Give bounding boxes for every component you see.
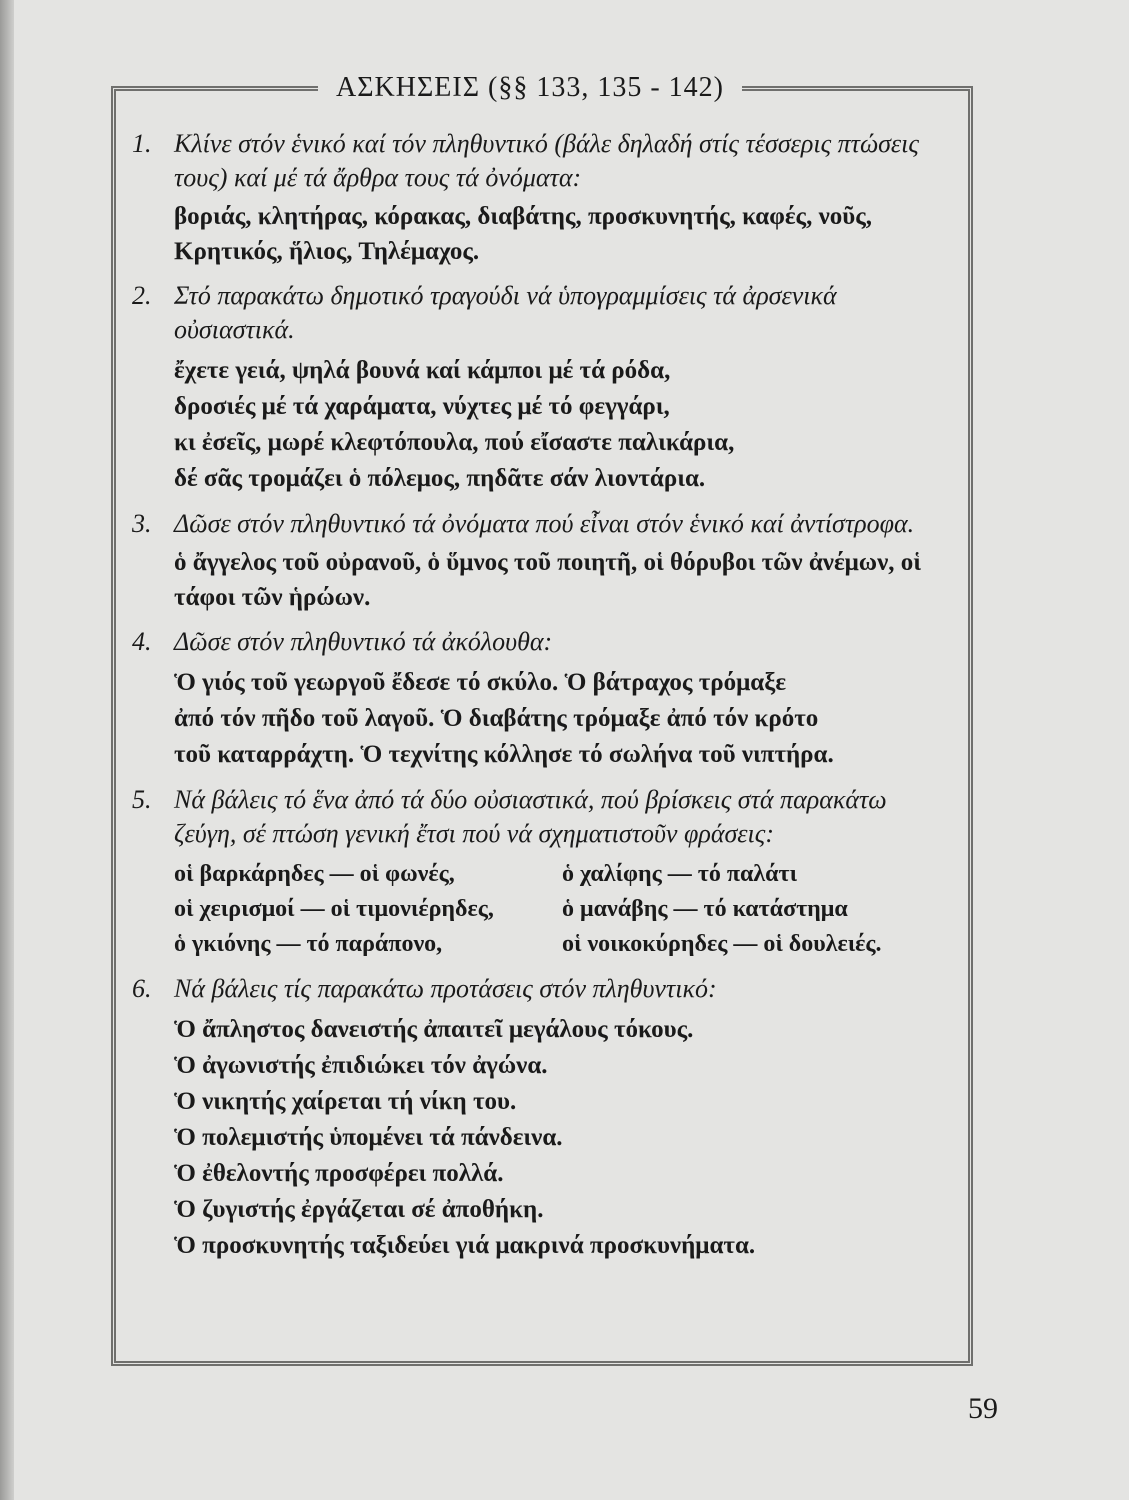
sentence-block bbox=[132, 665, 942, 773]
sentence-line: Ὁ ἐθελοντής προσφέρει πολλά. bbox=[174, 1160, 504, 1187]
exercise-2 bbox=[132, 279, 942, 497]
exercise-number: 3. bbox=[132, 509, 152, 538]
exercise-words: ὁ ἄγγελος τοῦ οὐρανοῦ, ὁ ὕμνος τοῦ ποιητῆ, οἱ θόρυβοι τῶν ἀνέμων, οἱ τάφοι τῶν ἡρώων. bbox=[174, 549, 921, 611]
noun-pair: οἱ νοικοκύρηδες — οἱ δουλειές. bbox=[562, 931, 882, 957]
sentence-line: Ὁ ἀγωνιστής ἐπιδιώκει τόν ἀγώνα. bbox=[174, 1052, 548, 1079]
exercise-5 bbox=[132, 783, 942, 962]
sentence-block bbox=[132, 1012, 942, 1264]
exercise-number: 4. bbox=[132, 627, 152, 656]
exercise-6 bbox=[132, 972, 942, 1264]
exercise-instruction: 3. Δῶσε στόν πληθυντικό τά ὀνόματα πού εἶναι στόν ἑνικό καί ἀντίστροφα. bbox=[132, 507, 942, 541]
exercise-words: βοριάς, κλητήρας, κόρακας, διαβάτης, προσκυνητής, καφές, νοῦς, Κρητικός, ἥλιος, Τηλέμαχος. bbox=[174, 203, 873, 265]
noun-pair: οἱ χειρισμοί — οἱ τιμονιέρηδες, bbox=[174, 896, 494, 922]
noun-pair: οἱ βαρκάρηδες — οἱ φωνές, bbox=[174, 861, 455, 887]
exercise-3 bbox=[132, 507, 942, 615]
exercise-number: 1. bbox=[132, 129, 152, 158]
page-number: 59 bbox=[968, 1392, 998, 1425]
poem-line: κι ἐσεῖς, μωρέ κλεφτόπουλα, πού εἴσαστε παλικάρια, bbox=[174, 429, 735, 456]
book-spine-shadow bbox=[0, 0, 14, 1500]
exercise-instruction: 5. Νά βάλεις τό ἕνα ἀπό τά δύο οὐσιαστικά, πού βρίσκεις στά παρακάτω ζεύγη, σέ πτώση γενική ἔτσι πού νά σχηματιστοῦν φράσεις: bbox=[132, 785, 887, 848]
exercise-number: 5. bbox=[132, 785, 152, 814]
exercise-instruction: 4. Δῶσε στόν πληθυντικό τά ἀκόλουθα: bbox=[132, 625, 942, 659]
folk-song bbox=[132, 353, 942, 497]
sentence-line: Ὁ νικητής χαίρεται τή νίκη του. bbox=[174, 1088, 517, 1115]
sentence-line: Ὁ γιός τοῦ γεωργοῦ ἔδεσε τό σκύλο. Ὁ βάτραχος τρόμαξε bbox=[174, 669, 787, 696]
noun-pair: ὁ μανάβης — τό κατάστημα bbox=[562, 896, 848, 922]
sentence-line: Ὁ ἄπληστος δανειστής ἀπαιτεῖ μεγάλους τόκους. bbox=[174, 1016, 694, 1043]
exercise-instruction: 1. Κλίνε στόν ἑνικό καί τόν πληθυντικό (βάλε δηλαδή στίς τέσσερις πτώσεις τους) καί μέ τά ἄρθρα τους τά ὀνόματα: bbox=[132, 129, 919, 192]
sentence-line: Ὁ προσκυνητής ταξιδεύει γιά μακρινά προσκυνήματα. bbox=[174, 1232, 756, 1259]
noun-pair: ὁ γκιόνης — τό παράπονο, bbox=[174, 931, 443, 957]
noun-pairs bbox=[132, 857, 942, 962]
exercise-list bbox=[132, 127, 942, 1264]
exercise-instruction: 6. Νά βάλεις τίς παρακάτω προτάσεις στόν πληθυντικό: bbox=[132, 972, 942, 1006]
exercise-number: 2. bbox=[132, 281, 152, 310]
noun-pair: ὁ χαλίφης — τό παλάτι bbox=[562, 861, 798, 887]
sentence-line: Ὁ ζυγιστής ἐργάζεται σέ ἀποθήκη. bbox=[174, 1196, 544, 1223]
exercise-number: 6. bbox=[132, 974, 152, 1003]
exercise-4 bbox=[132, 625, 942, 773]
sentence-line: τοῦ καταρράχτη. Ὁ τεχνίτης κόλλησε τό σωλήνα τοῦ νιπτήρα. bbox=[174, 741, 834, 768]
sentence-line: Ὁ πολεμιστής ὑπομένει τά πάνδεινα. bbox=[174, 1124, 563, 1151]
sentence-line: ἀπό τόν πῆδο τοῦ λαγοῦ. Ὁ διαβάτης τρόμαξε ἀπό τόν κρότο bbox=[174, 705, 819, 732]
exercise-instruction: 2. Στό παρακάτω δημοτικό τραγούδι νά ὑπογραμμίσεις τά ἀρσενικά οὐσιαστικά. bbox=[132, 281, 837, 344]
section-title: ΑΣΚΗΣΕΙΣ (§§ 133, 135 - 142) bbox=[318, 66, 742, 110]
exercise-1 bbox=[132, 127, 942, 269]
poem-line: ἔχετε γειά, ψηλά βουνά καί κάμποι μέ τά ρόδα, bbox=[174, 357, 671, 384]
poem-line: δέ σᾶς τρομάζει ὁ πόλεμος, πηδᾶτε σάν λιοντάρια. bbox=[174, 465, 706, 492]
poem-line: δροσιές μέ τά χαράματα, νύχτες μέ τό φεγγάρι, bbox=[174, 393, 670, 420]
